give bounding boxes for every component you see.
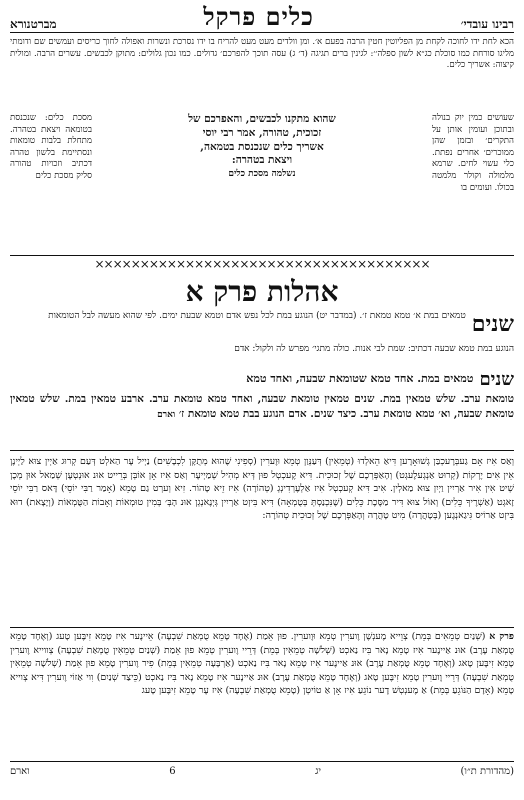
yiddish-translation-2 [10,627,514,780]
mishnah-line: אשריך כלים שנכנסת בטמאה, [200,140,324,153]
yiddish-text: (שְׁנַיִם טְמֵאִים בְּמֵת) צְוֵייא מֶענְשֶׁן וֶוערִין טְמֵא וּוֶוערִין. פוּן אֵמַת (אֶחָד טָמֵא טֻמְאַת שִׁבְעָה) אֵיינֶער אִיז טָמֵא זִיבֶּען טָעג (וְאֶחָד טָמֵא טֻמְאַת עֶרֶב) אוּנ אַיינֶער אִיז טָמֵא נָאר בִּיז נַאכְט (שְׁלֹשָׁה טְמֵאִין בְּמֵת) דְּרֵיי וֶוערִין טְמֵא פוּן אֵמַת (שְׁנַיִם טְמֵאִין טֻמְאַת שִׁבְעָה) צְווייא וֶוערִין טָמֵא זִיבֶּען טָאג (וְאֶחָד טָמֵא טֻמְאַת עֶרֶב) אוּנ אַיינֶער אִיז טָמֵא נָאר בִּיז נַאכְט (אַרְבָּעָה טְמֵאִין בְּמֵת) פִיר וֶוערִין טָמֵא פוּן אֵמַת (שְׁלֹשָׁה טְמֵאִין טֻמְאַת שִׁבְעָה) דְּרֵיי וֶוערִין טָמֵא זִיבֶּען טָאג (וְאֶחָד טָמֵא טֻמְאַת עֶרֶב) אוּנ אַיינֶער אִיז טָמֵא נָאר בִּיז נַאכְט (כֵּיצַד שְׁנַיִם) וִוי אַזוֹי וֶוערִין דִּיא צְוייא טָמֵא (אָדָם הַנּוֹגֵעַ בְּמֵת) אַ מֶענְטְשׁ דֶער נוֹגֵעַ אִיז אָן אַ טוֹיטְן (טָמֵא טֻמְאַת שִׁבְעָה) אִיז עֶר טָמֵא זִיבֶּען טָעג [10,631,514,697]
mishnah-center [98,113,426,253]
page-footer [10,761,514,780]
tractate-end: נשלמה מסכת כלים [228,169,296,180]
catchword: וארם [157,409,176,420]
commentary-line-2: הנוגע במת טמא שבעה דכתיב: שמת לבי אנות. כולה מתגי׳ מפרש לה ולקול: אדם [234,344,514,354]
mishnah-start [10,366,514,392]
edition-note: (מהדורת ת״ו) [460,765,514,777]
mishnah-line: זכוכית, טהורה, אמר רבי יוסי [202,126,322,139]
commentary-top: הכא לחת ידו לחוכה לקחת מן הפליוטין חטין הרבה בפעם א׳. ומן וולדים מעט מעט להריח בו ידו נסרכת ונשרות ואפולה לחוך כריסים ועמשים שם ודומתי מליגו סורחת כמו סוכלת כג״א לשון ספלה׳׳: לגינין ברים תגיגה (ד׳ ג) עסה תוכך להפרכם׳ גדולים. כמו נכון גלולים: מתוקן לכבשים. עשרים הרבה. ומולית קיצוה: אשריך כלים. [10,37,514,71]
mishnah-line: טמאים במת. אחד טמא שטומאת שבעה, ואחד טמא [246,372,474,385]
page-header [10,2,514,33]
mishnah-text: טומאת ערב. שלש טמאין במת. שנים טמאין טומאת שבעה, ואחד טמא טומאת ערב. ארבע טמאין במת. שלש טמאין טומאת שבעה, וא׳ טמא טומאת ערב. כיצד שנים. אדם הנוגע בבת טמא טומאת ז׳ [10,393,514,420]
header-left: מברטנורא [10,17,57,31]
opening-word: שנים [471,311,514,337]
yiddish-translation-1: וְאַס אִיז אָם גַעבְּרֶעכְבַּן גְשׁוּאָרֶען דִּיאַ הֵאלְדוּ (טְמֵאִין) דְּעַנְּוַן טְמֵא וּוֶערִין (סְפִינִי שֶׁהוּא מְתֻקָּן לִכְבָשִׁים) נַיְיל עֶר הַאלְט דְּעַם קְרוּג אַיְין צוּא לַיְינֶן אֵין אִים יֶרְקוֹת (קְרוּט אַנְגְעלֶעגְט) וְהָאַפְּרְכֶם שֶׁל זְכוּכִית. דִּיא קֶעכְטְל פוּן דְּיא מְהִיל שְׁמַיְיעֶר וְאַס אִיז אָן אוֹבְּן בְּרֵייט אוּנ אוּנְטְעֶן שְׁמַאל אוּן מְכֶן שְׁיט אִין אִיר אַרְיִין וַיְיִן צוּא מַאלְין. אִיב דִּיא קְעכְטְל אִיז אַלְעֶרְדִינְגְ (טְהוֹרָה) אִיז זֵיא טָהוֹר. זִיא וְערְט גַם טָמֵא (אָמַר רַבִּי יוֹסֵי) דָּאס רַבִּי יוֹסֵי זָאגְט (אַשְׁרֶיךָ כֵּלִים) וְאוֹל צוּא דִּיר מַסֶּכֶת כֵּלִים (שֶׁנִּכְנַסְתְּ בְּטֻמְאָה) דִּיא בִּיזְט אַרְיִין גְּיְנֶאנְגְן אוּנ הָבְּ׳ בְּמִין טוּמְאוֹת וְאָבוֹת הַטֻּמְאוֹת (וְיָצָאת) דוּא בִּיזְט אַרוֹיס גִּיגַאנְגֶען (בְּטָהֳרָה) מִיט טָהֳרָה וְהָאַפְּרְכֶם שֶׁל זְכוּכִית טְהוֹרָה: [10,456,514,522]
chapter-label: פרק א [489,631,514,642]
side-commentary-left: מסכת כלים: שנכנסת בטומאה ויצאת בטהרה. מתחלת בלבות טומאות ונסתיימת בלשון טהרה דכתיב וזכויות טהורה סליק מסכת כלים [10,113,92,181]
header-title: כלים פרקל [203,2,314,31]
mishnah-body [10,392,514,451]
mishnah-opening [10,310,514,342]
header-right: רבינו עובדי׳ [460,17,514,31]
chapter-title: אהלות פרק א [185,275,339,308]
side-commentary-right: שעושים כמין יוק בנולה ובתוכן ועומין אותן על התקרים׳ ובזמן שהן ממוכרים׳ אחרים נפתת. כלי עשוי לחים. שרמא מלמולה וקולר מלמטה בכולו. ועומים בו [432,113,514,193]
mishnah-line: ויצאת בטהרה: [231,154,293,167]
commentary-line: טמאים במת א׳ טמא טמאת ז׳. (במדבר יט) הנוגע במת לכל נפש אדם וטמא שבעת ימים. לפי שהוא מעשה לבל הטומאות [48,311,466,321]
ornamental-divider: ××××××××××××××××××××××××××××××××××××× [10,255,514,274]
opening-word-2: שנים [479,368,514,390]
mishnah-line: שהוא מתקנו לכבשים, והאפרכם של [188,113,336,125]
footer-catchword: וארם [10,765,30,777]
page-number: 6 [169,765,176,777]
folio-hebrew: יג [315,765,322,777]
kelim-end-section [10,113,514,253]
